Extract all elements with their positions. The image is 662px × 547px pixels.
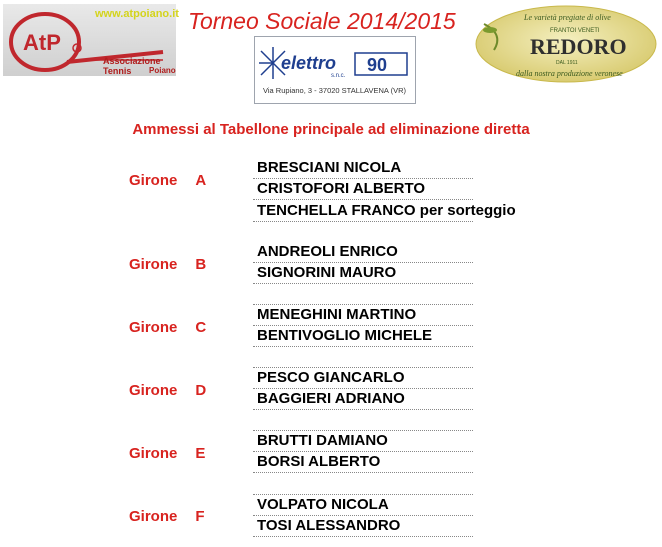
player-e-2: BORSI ALBERTO [257, 453, 381, 470]
divider-line [253, 494, 473, 495]
group-word: Girone [129, 508, 178, 525]
divider-line [253, 451, 473, 452]
group-word: Girone [129, 256, 178, 273]
group-word: Girone [129, 382, 178, 399]
subtitle: Ammessi al Tabellone principale ad eliminazione diretta [132, 121, 530, 138]
sponsor-address: Via Rupiano, 3 - 37020 STALLAVENA (VR) [263, 86, 406, 95]
player-a-1: BRESCIANI NICOLA [257, 159, 402, 176]
player-c-2: BENTIVOGLIO MICHELE [257, 327, 433, 344]
atp-city: Poiano [149, 66, 176, 75]
divider-line [253, 388, 473, 389]
player-d-1: PESCO GIANCARLO [257, 369, 405, 386]
divider-line [253, 472, 473, 473]
divider-line [253, 367, 473, 368]
group-letter: E [195, 445, 206, 462]
redoro-brand: REDORO [530, 34, 627, 59]
divider-line [253, 409, 473, 410]
group-letter: C [195, 319, 207, 336]
sponsor-elettro-logo [254, 36, 416, 104]
atp-monogram: AtP [23, 30, 61, 55]
player-e-1: BRUTTI DAMIANO [257, 432, 388, 449]
player-c-1: MENEGHINI MARTINO [257, 306, 417, 323]
redoro-top-text: Le varietà pregiate di olive [524, 13, 611, 22]
group-letter: A [195, 172, 207, 189]
divider-line [253, 430, 473, 431]
olive-oval-icon [474, 4, 658, 84]
sponsor-number: 90 [367, 55, 388, 75]
divider-line [253, 221, 473, 222]
player-a-3-name: TENCHELLA FRANCO [257, 202, 416, 219]
player-f-2: TOSI ALESSANDRO [257, 517, 401, 534]
player-b-1: ANDREOLI ENRICO [257, 243, 398, 260]
player-a-2: CRISTOFORI ALBERTO [257, 180, 426, 197]
divider-line [253, 178, 473, 179]
sponsor-brand: elettro [281, 53, 337, 73]
divider-line [253, 199, 473, 200]
group-label-f [129, 508, 205, 525]
divider-line [253, 515, 473, 516]
divider-line [253, 346, 473, 347]
sponsor-redoro-logo [474, 4, 658, 84]
group-label-e [129, 445, 205, 462]
player-b-2: SIGNORINI MAURO [257, 264, 397, 281]
group-word: Girone [129, 445, 178, 462]
atp-association: Associazione Tennis [103, 56, 161, 76]
group-letter: B [195, 256, 207, 273]
player-a-3-note: per sorteggio [419, 202, 516, 219]
redoro-small-text: FRANTOI VENETI [550, 28, 600, 34]
divider-line [253, 283, 473, 284]
group-letter: D [195, 382, 207, 399]
group-label-d [129, 382, 206, 399]
divider-line [253, 325, 473, 326]
redoro-bottom-text: dalla nostra produzione veronese [516, 69, 623, 78]
group-label-b [129, 256, 206, 273]
sponsor-spark-icon [255, 37, 415, 87]
group-word: Girone [129, 319, 178, 336]
sponsor-brand-suffix: s.n.c. [331, 73, 346, 79]
divider-line [253, 536, 473, 537]
group-letter: F [195, 508, 205, 525]
divider-line [253, 262, 473, 263]
group-label-a [129, 172, 206, 189]
player-f-1: VOLPATO NICOLA [257, 496, 389, 513]
redoro-since: DAL 1911 [556, 60, 578, 66]
atp-logo [3, 4, 179, 76]
group-word: Girone [129, 172, 178, 189]
player-d-2: BAGGIERI ADRIANO [257, 390, 405, 407]
divider-line [253, 304, 473, 305]
page-title: Torneo Sociale 2014/2015 [188, 8, 456, 34]
atp-url: www.atpoiano.it [95, 8, 179, 20]
group-label-c [129, 319, 206, 336]
player-a-3 [257, 202, 516, 219]
